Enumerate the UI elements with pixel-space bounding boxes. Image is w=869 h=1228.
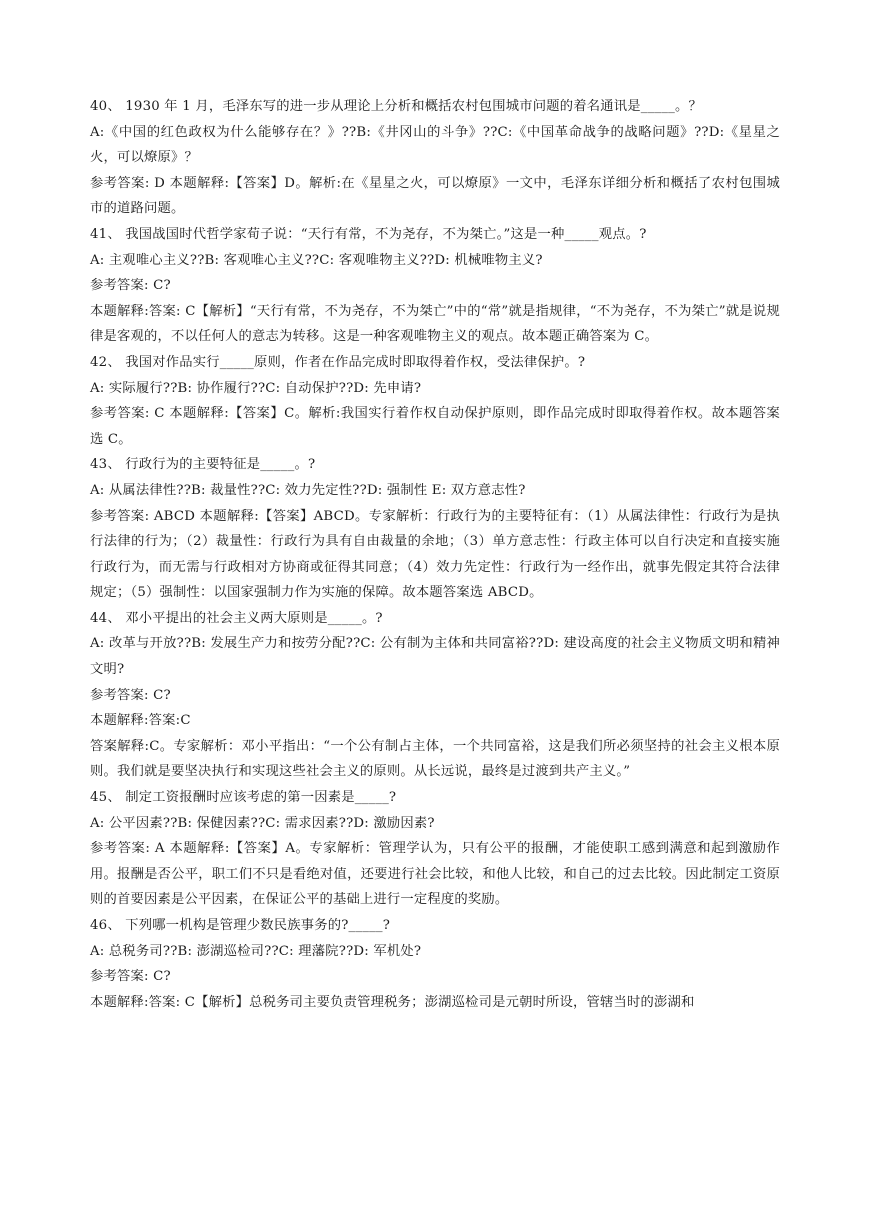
question-41-options: A: 主观唯心主义??B: 客观唯心主义??C: 客观唯物主义??D: 机械唯物主义?	[90, 252, 543, 268]
question-44-answer: 参考答案: C?	[90, 687, 171, 703]
question-45-stem: 45、 制定工资报酬时应该考虑的第一因素是_____?	[90, 790, 397, 806]
question-43-stem: 43、 行政行为的主要特征是_____。?	[90, 457, 316, 473]
question-43-answer: 参考答案: ABCD 本题解释:【答案】ABCD。专家解析：行政行为的主要特征有：（1）从属法律性：行政行为是执行法律的行为；（2）裁量性：行政行为具有自由裁量的余地；（3）单方意志性：行政主体可以自行决定和直接实施行政行为，而无需与行政相对方协商或征得其同意；（4）效力先定性：行政行为一经作出，就事先假定其符合法律规定；（5）强制性：以国家强制力作为实施的保障。故本题答案选 ABCD。	[90, 508, 780, 601]
question-43-options: A: 从属法律性??B: 裁量性??C: 效力先定性??D: 强制性 E: 双方意志性?	[90, 482, 526, 498]
question-40-stem: 40、 1930 年 1 月，毛泽东写的进一步从理论上分析和概括农村包围城市问题的着名通讯是_____。？	[90, 99, 702, 114]
question-46-stem: 46、 下列哪一机构是管理少数民族事务的?_____?	[90, 918, 391, 933]
question-44-explanation: 本题解释:答案:C	[90, 713, 191, 729]
question-46-answer: 参考答案: C?	[90, 969, 171, 985]
question-45-answer: 参考答案: A 本题解释:【答案】A。专家解析：管理学认为，只有公平的报酬，才能使职工感到满意和起到激励作用。报酬是否公平，职工们不只是看绝对值，还要进行社会比较，和他人比较，和自己的过去比较。因此制定工资原则的首要因素是公平因素，在保证公平的基础上进行一定程度的奖励。	[90, 841, 780, 908]
question-46-explanation: 本题解释:答案: C【解析】总税务司主要负责管理税务；澎湖巡检司是元朝时所设，管辖当时的澎湖和	[90, 994, 695, 1010]
question-41-stem: 41、 我国战国时代哲学家荀子说：“天行有常，不为尧存，不为桀亡。”这是一种_____观点。?	[90, 226, 647, 242]
question-46-options: A: 总税务司??B: 澎湖巡检司??C: 理藩院??D: 军机处?	[90, 943, 422, 959]
question-40-answer: 参考答案: D 本题解释:【答案】D。解析:在《星星之火，可以燎原》一文中，毛泽东详细分析和概括了农村包围城市的道路问题。	[90, 175, 780, 217]
question-42-options: A: 实际履行??B: 协作履行??C: 自动保护??D: 先申请?	[90, 380, 422, 396]
question-44-expert-analysis: 答案解释:C。专家解析：邓小平指出：“一个公有制占主体，一个共同富裕，这是我们所必须坚持的社会主义根本原则。我们就是要坚决执行和实现这些社会主义的原则。从长远说，最终是过渡到共产主义。”	[90, 738, 780, 780]
question-41-answer: 参考答案: C?	[90, 278, 171, 294]
question-42-stem: 42、 我国对作品实行_____原则，作者在作品完成时即取得着作权，受法律保护。?	[90, 354, 586, 370]
question-42-answer: 参考答案: C 本题解释:【答案】C。解析:我国实行着作权自动保护原则，即作品完成时即取得着作权。故本题答案选 C。	[90, 406, 780, 447]
question-41-explanation: 本题解释:答案: C【解析】“天行有常，不为尧存，不为桀亡”中的“常”就是指规律，“不为尧存，不为桀亡”就是说规律是客观的，不以任何人的意志为转移。这是一种客观唯物主义的观点。故本题正确答案为 C。	[90, 303, 780, 345]
question-45-options: A: 公平因素??B: 保健因素??C: 需求因素??D: 激励因素?	[90, 815, 435, 831]
question-44-options: A: 改革与开放??B: 发展生产力和按劳分配??C: 公有制为主体和共同富裕??D: 建设高度的社会主义物质文明和精神文明?	[90, 636, 780, 678]
question-44-stem: 44、 邓小平提出的社会主义两大原则是_____。?	[90, 610, 383, 626]
question-40-options: A:《中国的红色政权为什么能够存在？》??B:《井冈山的斗争》??C:《中国革命战争的战略问题》??D:《星星之火，可以燎原》？	[90, 124, 780, 166]
document-body	[90, 94, 780, 1015]
